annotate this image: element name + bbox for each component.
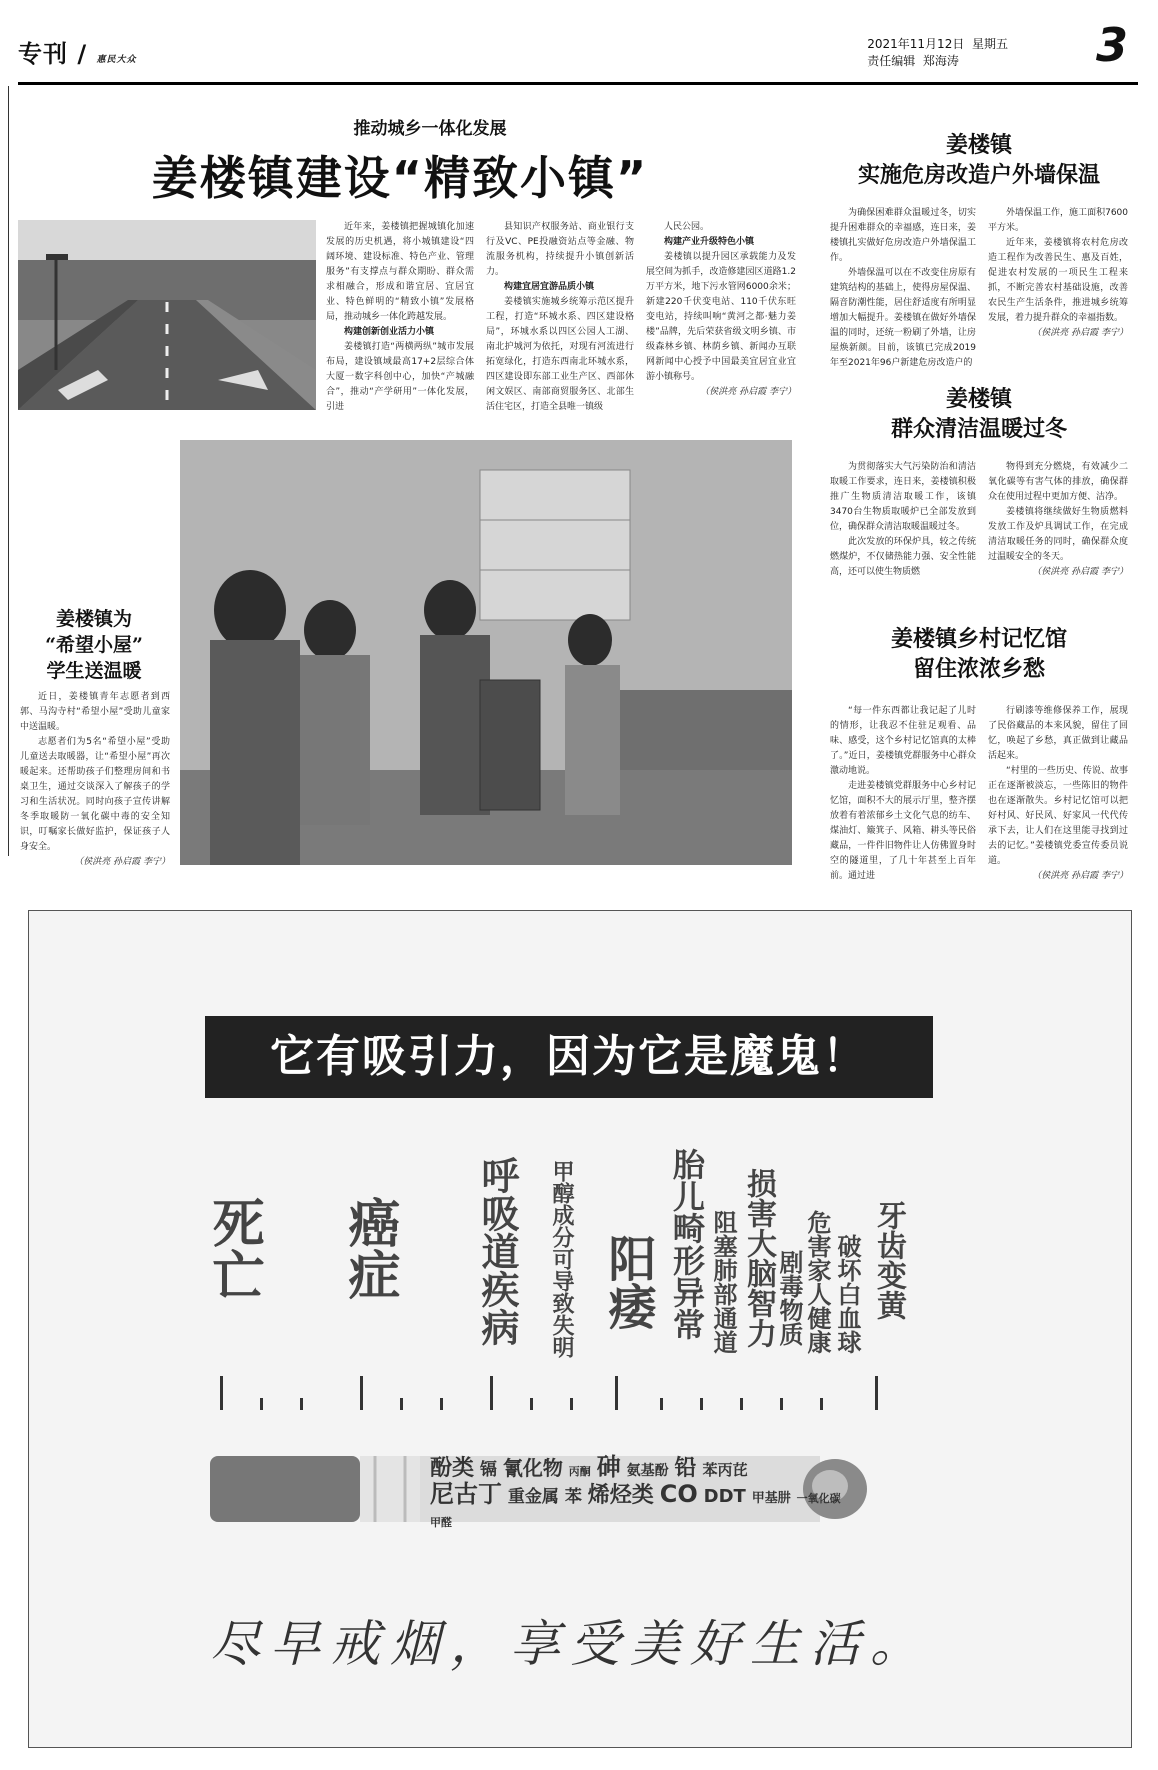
harm-blood: 破坏白血球 (833, 1234, 861, 1354)
memory-title: 姜楼镇乡村记忆馆 留住浓浓乡愁 (890, 626, 1067, 682)
harm-lung: 阻塞肺部通道 (709, 1210, 737, 1354)
harm-teeth: 牙齿变黄 (871, 1200, 906, 1320)
harm-cancer: 癌症 (339, 1196, 399, 1300)
harm-methanol: 甲醇成分可导致失明 (549, 1160, 574, 1358)
clean-column-2: 物得到充分燃烧，有效减少二氧化碳等有害气体的排放，确保群众在使用过程中更加方便、洁净。 姜楼镇将继续做好生物质燃料发放工作及炉具调试工作，在完成清洁取暖任务的同时，确保群众度过温暖安全的冬天。 （侯洪亮 孙启霞 李宁） (988, 460, 1128, 580)
left-margin-rule (8, 86, 9, 856)
lead-title: 姜楼镇建设“精致小镇” (151, 151, 649, 205)
lead-kicker: 推动城乡一体化发展 (353, 119, 507, 139)
chemical-word-cloud: 酚类 镉 氰化物 丙酮 砷 氨基酚 铅 苯丙芘 尼古丁 重金属 苯 烯烃类 CO DDT 甲基肼 一氧化碳 甲醛 (430, 1453, 841, 1529)
editor-name: 郑海涛 (922, 54, 959, 68)
wall-title: 姜楼镇 实施危房改造户外墙保温 (857, 132, 1100, 188)
ad-slogan: 尽早戒烟，享受美好生活。 (210, 1615, 930, 1673)
volunteers-photo (180, 440, 792, 865)
hope-title: 姜楼镇为 “希望小屋” 学生送温暖 (45, 608, 143, 682)
wall-column-2: 外墙保温工作，施工面积7600平方米。 近年来，姜楼镇将农村危房改造工程作为改善民生、惠及百姓，促进农村发展的一项民生工程来抓，不断完善农村基础设施，改善农民生产生活条件，推进城乡统筹发展，着力提升群众的幸福指数。 （侯洪亮 孙启霞 李宁） (988, 206, 1128, 341)
clean-byline: （侯洪亮 孙启霞 李宁） (1032, 567, 1128, 577)
clean-column-1: 为贯彻落实大气污染防治和清洁取暖工作要求，连日来，姜楼镇积极推广生物质清洁取暖工作，该镇3470台生物质取暖炉已全部发放到位，确保群众清洁取暖温暖过冬。 此次发放的环保炉具，较之传统燃煤炉，不仅储热能力强、安全性能高，还可以使生物质燃 (830, 462, 976, 577)
lead-byline: （侯洪亮 孙启霞 李宁） (700, 387, 796, 397)
hope-column: 近日，姜楼镇青年志愿者到西郭、马沟寺村“希望小屋”受助儿童家中送温暖。 志愿者们为5名“希望小屋”受助儿童送去取暖器，让“希望小屋”再次暖起来。还帮助孩子们整理房间和书桌卫生，通过交谈深入了解孩子的学习和生活状况。同时向孩子宣传讲解冬季取暖防一氧化碳中毒的安全知识，叮嘱家长做好监护，保证孩子人身安全。 （侯洪亮 孙启霞 李宁） (20, 690, 170, 870)
header-rule (18, 82, 1138, 85)
wall-column-1: 为确保困难群众温暖过冬，切实提升困难群众的幸福感，连日来，姜楼镇扎实做好危房改造户外墙保温工作。 外墙保温可以在不改变住房原有建筑结构的基础上，使得房屋保温、隔音防潮性能，居住舒适度有所明显增加大幅提升。姜楼镇在做好外墙保温的同时，还统一粉刷了外墙，让房屋焕新颜。目前，该镇已完成2019年至2021年96户新建危房改造户的 (830, 208, 976, 368)
section-label: 专刊 (18, 40, 68, 68)
road-photo (18, 220, 316, 410)
editor-label: 责任编辑 (867, 54, 916, 68)
memory-column-1: “每一件东西都让我记起了儿时的情形，让我忍不住驻足观看、品味、感受，这个乡村记忆馆真的太棒了。”近日，姜楼镇党群服务中心群众激动地说。 走进姜楼镇党群服务中心乡村记忆馆，面积不大的展示厅里，整齐摆放着有着浓郁乡土文化气息的纺车、煤油灯、簸箕子、风箱、耕头等民俗藏品，一件件旧物件让人仿佛置身时空的隧道里，了几十年甚至上百年前。通过进 (830, 706, 976, 881)
page-number: 3 (1095, 18, 1128, 72)
ad-banner: 它有吸引力，因为它是魔鬼！ (205, 1016, 933, 1098)
lead-column-1: 近年来，姜楼镇把握城镇化加速发展的历史机遇，将小城镇建设“四阔环境、建设标准、特色产业、管理服务”有支撑点与群众期盼、群众需求相融合，形成和谐宜居、宜居宜业、特色鲜明的“精致小镇”发展格局，推动城乡一体化跨越发展。 构建创新创业活力小镇 姜楼镇打造“两横两纵”城市发展布局，建设镇域最高17+2层综合体大厦一数字科创中心，加快“产城融合”，推动“产学研用”一体化发展，引进 (326, 222, 474, 412)
lead-column-3: 人民公园。 构建产业升级特色小镇 姜楼镇以提升园区承载能力及发展空间为抓手，改造修建园区道路1.2万平方米，地下污水管网6000余米；新建220千伏变电站、110千伏东旺变电站，持续叫响“黄河之都·魅力姜楼”品牌，先后荣获省级文明乡镇、市级森林乡镇、林荫乡镇、新闻办互联网新闻中心授予中国最美宜居宜业宜游小镇称号。 （侯洪亮 孙启霞 李宁） (646, 220, 796, 400)
harm-brain: 损害大脑智力 (741, 1168, 776, 1348)
harm-respiratory: 呼吸道疾病 (475, 1156, 519, 1346)
issue-weekday: 星期五 (971, 37, 1008, 51)
ruler-scale (220, 1376, 880, 1410)
hope-byline: （侯洪亮 孙启霞 李宁） (74, 857, 170, 867)
harm-family: 危害家人健康 (803, 1210, 831, 1354)
harm-impotence: 阳痿 (600, 1234, 656, 1330)
column-name: 惠民大众 (96, 55, 137, 65)
memory-column-2: 行刷漆等维修保养工作，展现了民俗藏品的本来风貌，留住了回忆，唤起了乡愁，真正做到让藏品活起来。 “村里的一些历史、传说、故事正在逐渐被淡忘，一些陈旧的物件也在逐渐散失。乡村记忆馆可以把好村风、好民风、好家风一代代传承下去，让人们在这里能寻找到过去的记忆。”姜楼镇党委宣传委员说道。 （侯洪亮 孙启霞 李宁） (988, 704, 1128, 884)
issue-meta (867, 36, 1008, 70)
memory-byline: （侯洪亮 孙启霞 李宁） (1032, 871, 1128, 881)
lead-column-2: 县知识产权服务站、商业银行支行及VC、PE投融资站点等金融、物流服务机构，持续提升小镇创新活力。 构建宜居宜游品质小镇 姜楼镇实施城乡统筹示范区提升工程，打造“环城水系、四区建设格局”，环城水系以四区公园人工湖、南北护城河为依托，对现有河流进行拓宽绿化，打造东西南北环城水系，四区建设即东部工业生产区、西部休闲文娱区、南部商贸服务区、北部生活住宅区，打造全县唯一镇级 (486, 222, 634, 412)
harm-toxic: 剧毒物质 (775, 1250, 803, 1346)
harm-birth-defect: 胎儿畸形异常 (668, 1148, 706, 1340)
harm-death: 死亡 (203, 1196, 263, 1300)
issue-date: 2021年11月12日 (867, 37, 965, 51)
masthead: 专刊 / 惠民大众 (18, 40, 137, 68)
wall-byline: （侯洪亮 孙启霞 李宁） (1032, 328, 1128, 338)
clean-title: 姜楼镇 群众清洁温暖过冬 (890, 386, 1067, 442)
